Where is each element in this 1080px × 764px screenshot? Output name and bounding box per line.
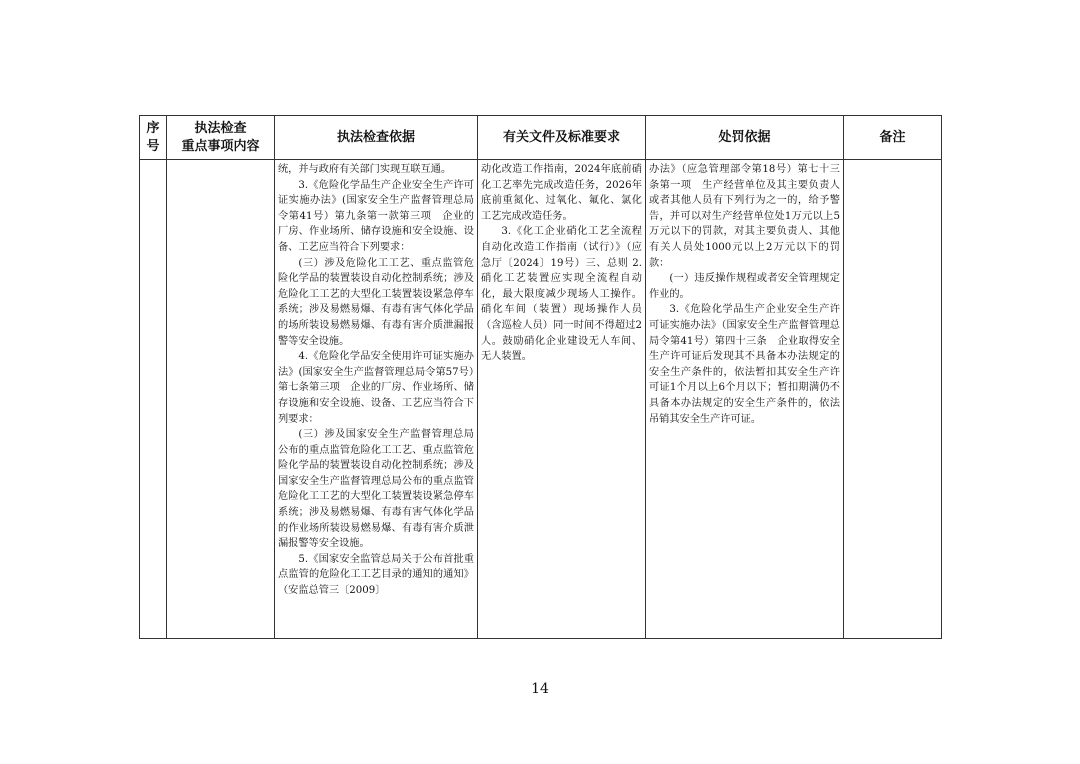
basis-paragraph: 统，并与政府有关部门实现互联互通。 <box>278 164 452 175</box>
basis-paragraph: (三）涉及国家安全生产监督管理总局公布的重点监管危险化工工艺、重点监管危险化学品的装置装设自动化控制系统；涉及国家安全生产监督管理总局公布的重点监管危险化工工艺的大型化工装置装设紧急停车系统；涉及易燃易爆、有毒有害气体化学品的作业场所装设易燃易爆、有毒有害介质泄漏报警等安全设施。 <box>278 429 474 550</box>
table-header-row <box>140 116 942 160</box>
cell-seq <box>140 160 167 639</box>
cell-penalty <box>646 160 844 639</box>
cell-standards <box>478 160 646 639</box>
header-item-line1: 执法检查 <box>194 120 247 136</box>
cell-penalty-text <box>646 160 843 427</box>
basis-paragraph: 4.《危险化学品安全使用许可证实施办法》(国家安全生产监督管理总局令第57号）第七条第三项 企业的厂房、作业场所、储存设施和安全设施、设备、工艺应当符合下列要求： <box>278 351 474 425</box>
header-seq-line1: 序 <box>146 120 160 136</box>
header-basis: 执法检查依据 <box>275 116 478 160</box>
header-penalty: 处罚依据 <box>646 116 844 160</box>
cell-standards-text <box>478 160 645 365</box>
basis-paragraph: (三）涉及危险化工工艺、重点监管危险化学品的装置装设自动化控制系统；涉及危险化工工艺的大型化工装置装设紧急停车系统；涉及易燃易爆、有毒有害气体化学品的场所装设易燃易爆、有毒有害介质泄漏报警等安全设施。 <box>278 257 474 347</box>
cell-basis <box>275 160 478 639</box>
penalty-paragraph: (一）违反操作规程或者安全管理规定作业的。 <box>649 273 840 300</box>
enforcement-table <box>139 115 942 639</box>
header-standards: 有关文件及标准要求 <box>478 116 646 160</box>
cell-item-text <box>167 160 274 162</box>
header-item-line2: 重点事项内容 <box>181 138 260 154</box>
basis-paragraph: 3.《危险化学品生产企业安全生产许可证实施办法》(国家安全生产监督管理总局令第41号）第九条第一款第三项 企业的厂房、作业场所、储存设施和安全设施、设备、工艺应当符合下列要求： <box>278 179 474 253</box>
header-remarks: 备注 <box>844 116 942 160</box>
standards-paragraph: 3.《化工企业硝化工艺全流程自动化改造工作指南（试行）》（应急厅〔2024〕19号）三、总则 2.硝化工艺装置应实现全流程自动化，最大限度减少现场人工操作。硝化车间（装置）现场操作人员（含巡检人员）同一时间不得超过2人。鼓励硝化企业建设无人车间、无人装置。 <box>481 226 642 363</box>
standards-paragraph: 动化改造工作指南，2024年底前硝化工艺率先完成改造任务，2026年底前重氮化、过氧化、氟化、氯化工艺完成改造任务。 <box>481 164 642 222</box>
penalty-paragraph: 3.《危险化学品生产企业安全生产许可证实施办法》（国家安全生产监督管理总局令第41号）第四十三条 企业取得安全生产许可证后发现其不具备本办法规定的安全生产条件的，依法暂扣其安全生产许可证1个月以上6个月以下；暂扣期满仍不具备本办法规定的安全生产条件的，依法吊销其安全生产许可证。 <box>649 304 840 425</box>
cell-seq-text <box>140 160 166 162</box>
basis-paragraph: 5.《国家安全监管总局关于公布首批重点监管的危险化工工艺目录的通知的通知》（安监总管三〔2009〕 <box>278 553 474 597</box>
header-item <box>167 116 275 160</box>
cell-remarks-text <box>844 160 941 162</box>
cell-remarks <box>844 160 942 639</box>
header-seq <box>140 116 167 160</box>
table-row <box>140 160 942 639</box>
header-seq-line2: 号 <box>146 138 160 154</box>
cell-item <box>167 160 275 639</box>
page-number: 14 <box>531 681 549 697</box>
cell-basis-text <box>275 160 477 599</box>
penalty-paragraph: 办法》（应急管理部令第18号）第七十三条第一项 生产经营单位及其主要负责人或者其他人员有下列行为之一的，给予警告，并可以对生产经营单位处1万元以上5万元以下的罚款，对其主要负责人、其他有关人员处1000元以上2万元以下的罚款： <box>649 164 840 269</box>
